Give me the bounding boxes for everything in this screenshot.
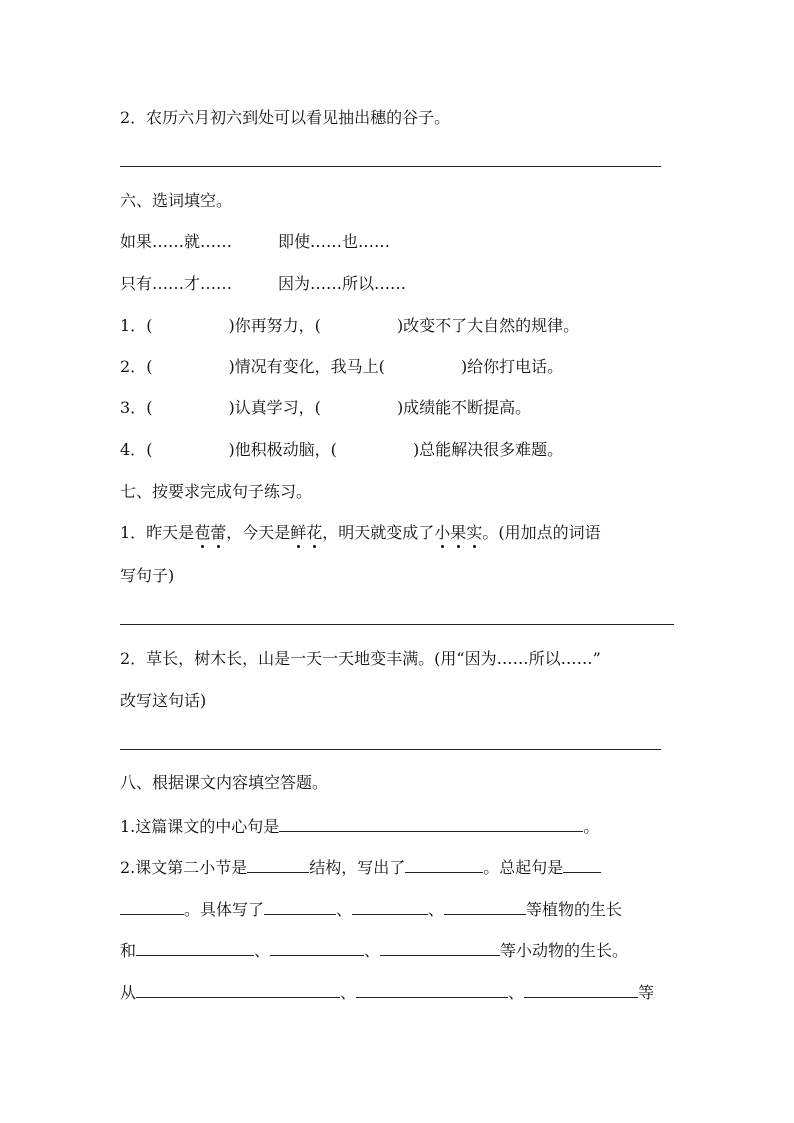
q6-item-2: 2．( )情况有变化，我马上( )给你打电话。	[120, 357, 564, 376]
word-pair: 因为……所以……	[278, 274, 407, 293]
word-pairs-row-1	[120, 232, 390, 252]
q6-item-4: 4．( )他积极动脑，( )总能解决很多难题。	[120, 440, 564, 459]
q7-item-1-line-2: 写句子)	[120, 566, 175, 585]
q8-line-1: 1.这篇课文的中心句是 。	[120, 817, 600, 836]
dotted-char: 果	[450, 523, 467, 542]
section-7-heading: 七、按要求完成句子练习。	[120, 482, 313, 501]
fill-blank[interactable]	[352, 898, 428, 915]
q7-item-1-line-1: 1．昨天是苞蕾，今天是鲜花，明天就变成了小果实。(用加点的词语	[120, 523, 601, 542]
fill-blank[interactable]	[356, 981, 508, 998]
dotted-char: 鲜	[290, 523, 307, 542]
fill-blank[interactable]	[270, 939, 364, 956]
q8-line-5: 从 、 、 等	[120, 983, 655, 1002]
q7-item-2-line-1: 2．草长，树木长，山是一天一天地变丰满。(用“因为……所以……”	[120, 649, 601, 668]
fill-blank[interactable]	[247, 856, 309, 873]
q6-item-3: 3．( )认真学习，( )成绩能不断提高。	[120, 398, 532, 417]
dotted-char: 实	[466, 523, 483, 542]
section-8-heading: 八、根据课文内容填空答题。	[120, 773, 329, 792]
q7-item-2-line-2: 改写这句话)	[120, 691, 207, 710]
word-pair: 只有……才……	[120, 274, 233, 293]
q8-line-2: 2.课文第二小节是 结构，写出了 。总起句是	[120, 856, 601, 878]
dotted-char: 蕾	[210, 523, 227, 542]
fill-blank[interactable]	[380, 939, 500, 956]
answer-line[interactable]	[120, 624, 674, 625]
fill-blank[interactable]	[120, 898, 184, 915]
fill-blank[interactable]	[136, 981, 340, 998]
fill-blank[interactable]	[405, 856, 483, 873]
word-pair: 如果……就……	[120, 232, 233, 251]
dotted-char: 苞	[194, 523, 211, 542]
q5-item-2: 2．农历六月初六到处可以看见抽出穗的谷子。	[120, 108, 451, 127]
fill-blank[interactable]	[279, 815, 583, 832]
fill-blank[interactable]	[444, 898, 526, 915]
answer-line[interactable]	[120, 749, 661, 750]
fill-blank[interactable]	[563, 856, 601, 873]
q6-item-1: 1．( )你再努力，( )改变不了大自然的规律。	[120, 316, 580, 335]
word-pairs-row-2	[120, 274, 406, 294]
word-pair: 即使……也……	[278, 232, 391, 251]
dotted-char: 小	[434, 523, 451, 542]
dotted-char: 花	[306, 523, 323, 542]
fill-blank[interactable]	[524, 981, 638, 998]
q8-line-4: 和 、 、 等小动物的生长。	[120, 941, 629, 960]
answer-line[interactable]	[120, 166, 661, 167]
section-6-heading: 六、选词填空。	[120, 191, 233, 210]
q8-line-3: 。具体写了 、 、 等植物的生长	[120, 898, 622, 920]
fill-blank[interactable]	[136, 939, 254, 956]
fill-blank[interactable]	[264, 898, 336, 915]
